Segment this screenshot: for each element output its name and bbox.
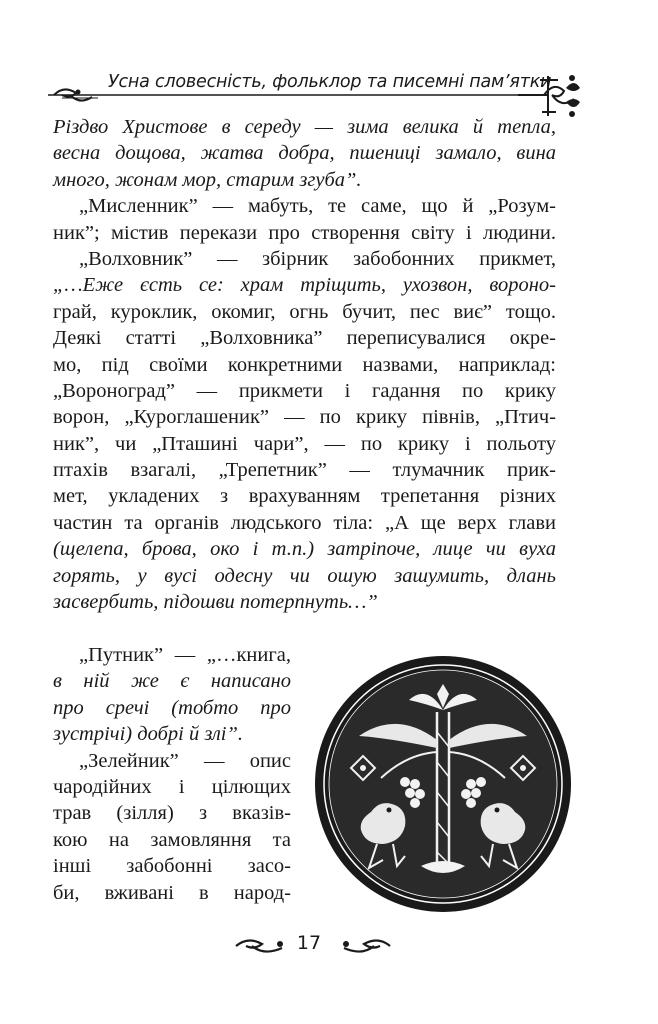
text-line: частин та органів людського тіла: „А ще верх глави (53, 511, 556, 534)
text-line: Різдво Христове в середу — зима велика й тепла, (53, 116, 556, 138)
text-line: (щелепа, брова, око і т.п.) затріпоче, лице чи вуха (53, 538, 556, 561)
text-line: „Путник” — „…книга, (79, 644, 291, 666)
text-line: горять, у вусі одесну чи ошую зашумить, длань (53, 564, 556, 587)
text-line: грай, куроклик, окомиг, огнь бучит, пес виє” тощо. (53, 300, 556, 323)
text-line: ник”; містив перекази про створення світу і людини. (53, 221, 556, 244)
text-line: Деякі статті „Волховника” переписувалися окре- (53, 327, 556, 350)
text-line: ник”, чи „Пташині чари”, — по крику і польоту (53, 432, 556, 455)
page-number: 17 (296, 932, 322, 954)
text-line: много, жонам мор, старим згуба”. (53, 168, 362, 191)
footer-ornament-left (232, 932, 292, 962)
text-line: мет, укладених з врахуванням трепетання різних (53, 485, 556, 508)
text-line: весна дощова, жатва добра, пшениці замало, вина (53, 142, 556, 165)
text-line: про сречі (тобто про (53, 696, 291, 719)
text-line: птахів взагалі, „Трепетник” — тлумачник прик- (53, 459, 556, 482)
text-line: „Волховник” — збірник забобонних прикмет, (79, 247, 556, 270)
text-line: чародійних і цілющих (53, 775, 291, 798)
folk-medallion-illustration (311, 652, 575, 916)
text-line: в ній же є написано (53, 670, 291, 693)
text-line: „Вороноград” — прикмети і гадання по крику (53, 379, 556, 402)
text-line: інші забобонні засо- (53, 855, 291, 878)
text-line: „…Еже єсть се: храм тріщить, ухозвон, вороно- (53, 274, 556, 297)
text-line: „Мисленник” — мабуть, те саме, що й „Розум- (79, 195, 556, 218)
text-line: трав (зілля) з вказів- (53, 802, 291, 825)
main-text-block (53, 114, 556, 615)
text-line: би, вживані в народ- (53, 881, 291, 904)
header-title: Усна словесність, фольклор та писемні пам’ятки (108, 72, 552, 92)
text-line: зустрічі) добрі й злі”. (53, 723, 243, 746)
text-line: мо, під своїми конкретними назвами, наприклад: (53, 353, 556, 376)
text-line: кою на замовляння та (53, 828, 291, 851)
side-text-block (53, 642, 291, 906)
text-line: засвербить, підошви потерпнуть…” (53, 591, 378, 614)
page-footer (0, 928, 658, 964)
text-line: „Зелейник” — опис (79, 749, 291, 772)
footer-ornament-right (334, 932, 394, 962)
text-line: ворон, „Куроглашеник” — по крику півнів, „Птич- (53, 406, 556, 429)
